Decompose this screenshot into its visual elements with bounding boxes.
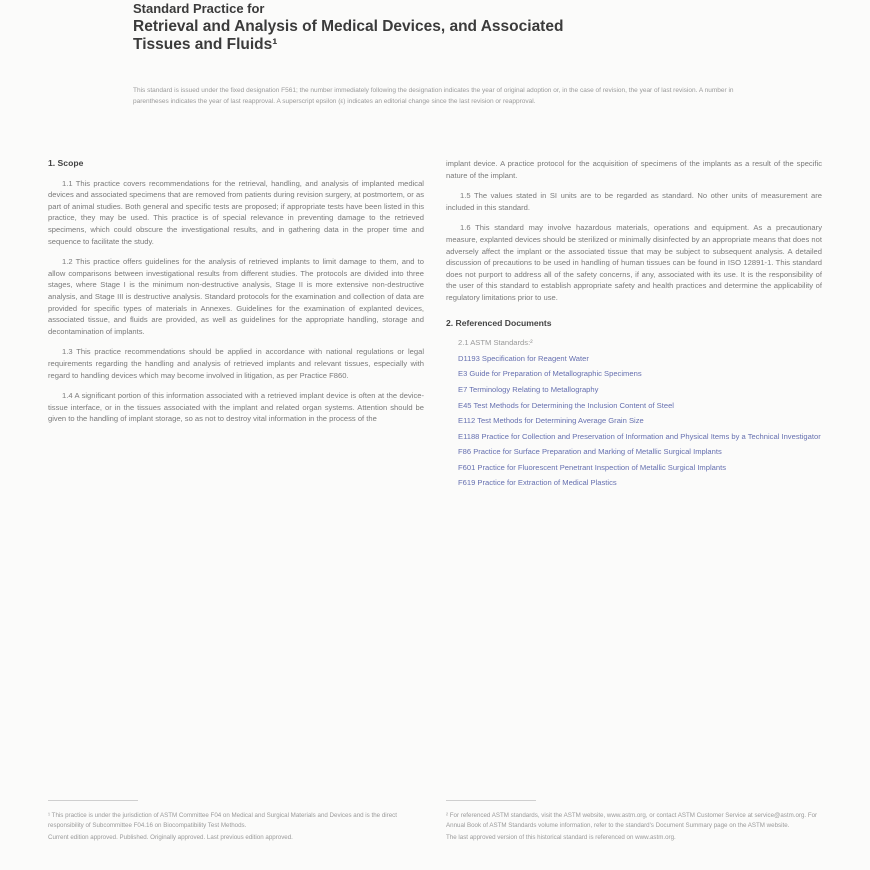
ref-link-5[interactable]: E112 Test Methods for Determining Average Grain Size bbox=[458, 416, 644, 426]
ref-link-2[interactable]: E3 Guide for Preparation of Metallographic Specimens bbox=[458, 369, 642, 379]
ref-link-8[interactable]: F601 Practice for Fluorescent Penetrant Inspection of Metallic Surgical Implants bbox=[458, 462, 727, 472]
ref-link-3[interactable]: E7 Terminology Relating to Metallography bbox=[458, 384, 599, 394]
scope-para-5: 1.5 The values stated in SI units are to be regarded as standard. No other units of measurement are included in this standard. bbox=[446, 191, 822, 212]
ref-subhead: 2.1 ASTM Standards:² bbox=[458, 338, 533, 348]
footnote-rule-left bbox=[48, 800, 138, 801]
referenced-documents bbox=[446, 318, 822, 490]
scope-para-continued: implant device. A practice protocol for the acquisition of specimens of the implants as a result of the specific nature of the implant. bbox=[446, 159, 822, 180]
scope-para-6: 1.6 This standard may involve hazardous materials, operations and equipment. As a precautionary measure, explanted devices should be sterilized or minimally disinfected by an appropriate means that does not adversely affect the implant or the associated tissue that may be subject to subsequent analysis. A detailed discussion of precautions to be used in handling of human tissues can be found in ISO 12891-1. This standard does not purport to address all of the safety concerns, if any, associated with its use. It is the responsibility of the user of this standard to establish appropriate safety and health practices and determine the applicability of regulatory limitations prior to use. bbox=[446, 223, 822, 302]
scope-para-2: 1.2 This practice offers guidelines for the analysis of retrieved implants to limit damage to them, and to allow comparisons between investigational results from different studies. The protocols are divided into three stages, where Stage I is the minimum non-destructive analysis, Stage II is more extensive non-destructive analysis, and Stage III is destructive analysis. Standard protocols for the examination and collection of data are provided for specific types of materials in Annexes. Guidelines for the examination of explanted devices, associated tissue, and fluids are provided, as well as guidelines for the appropriate handling, storage and decontamination of implants. bbox=[48, 257, 424, 336]
footnotes-left bbox=[48, 800, 424, 845]
references-heading: 2. Referenced Documents bbox=[446, 317, 552, 328]
footnote-2: ² For referenced ASTM standards, visit the ASTM website, www.astm.org, or contact ASTM Customer Service at service@astm.org. For Annual Book of ASTM Standards volume information, refer to the standard's Document Summary page on the ASTM website. bbox=[446, 812, 818, 829]
footnote-1b: Current edition approved. Published. Originally approved. Last previous edition approved. bbox=[48, 834, 293, 841]
title-line-0: Standard Practice for bbox=[133, 1, 265, 16]
footnote-3: The last approved version of this historical standard is referenced on www.astm.org. bbox=[446, 834, 676, 841]
footnotes-right bbox=[446, 800, 822, 845]
footnote-rule-right bbox=[446, 800, 536, 801]
scope-para-4: 1.4 A significant portion of this information associated with a retrieved implant device is often at the device-tissue interface, or in the tissues associated with the implant and related organ systems. Attention should be given to the handling of implant storage, so as not to destroy vital information in the process of the bbox=[48, 391, 424, 424]
document-title bbox=[133, 0, 773, 54]
designation-note: This standard is issued under the fixed designation F561; the number immediately following the designation indicates the year of original adoption or, in the case of revision, the year of last revision. A number in parentheses indicates the year of last reapproval. A superscript epsilon (ε) indicates an editorial change since the last revision or reapproval. bbox=[133, 87, 734, 105]
footnote-1: ¹ This practice is under the jurisdiction of ASTM Committee F04 on Medical and Surgical Materials and Devices and is the direct responsibility of Subcommittee F04.16 on Biocompatibility Test Methods. bbox=[48, 812, 397, 829]
scope-para-1: 1.1 This practice covers recommendations for the retrieval, handling, and analysis of implanted medical devices and associated specimens that are removed from patients during revision surgery, at postmortem, or as part of animal studies. Both general and specific tests are proposed; if appropriate tests have been listed in this practice, they may be used. This practice is of special relevance in preventing damage to the retrieved specimens, which could obscure the investigational results, and in gathering data in the proper time and sequence to facilitate the study. bbox=[48, 178, 424, 246]
ref-link-4[interactable]: E45 Test Methods for Determining the Inclusion Content of Steel bbox=[458, 400, 674, 410]
ref-link-7[interactable]: F86 Practice for Surface Preparation and Marking of Metallic Surgical Implants bbox=[458, 447, 722, 457]
right-column bbox=[446, 158, 822, 493]
title-line-1: Retrieval and Analysis of Medical Devices, and Associated bbox=[133, 18, 564, 35]
scope-heading: 1. Scope bbox=[48, 158, 84, 168]
title-line-2: Tissues and Fluids¹ bbox=[133, 36, 278, 53]
left-column bbox=[48, 158, 424, 434]
ref-link-6[interactable]: E1188 Practice for Collection and Preservation of Information and Physical Items by a Technical Investigator bbox=[458, 431, 821, 441]
scope-para-3: 1.3 This practice recommendations should be applied in accordance with national regulations or legal requirements regarding the handling and analysis of retrieved implants and relevant tissues, especially with regard to handling devices which may become involved in litigation, as per Practice F860. bbox=[48, 347, 424, 380]
ref-link-9[interactable]: F619 Practice for Extraction of Medical Plastics bbox=[458, 478, 617, 488]
ref-link-1[interactable]: D1193 Specification for Reagent Water bbox=[458, 353, 589, 363]
